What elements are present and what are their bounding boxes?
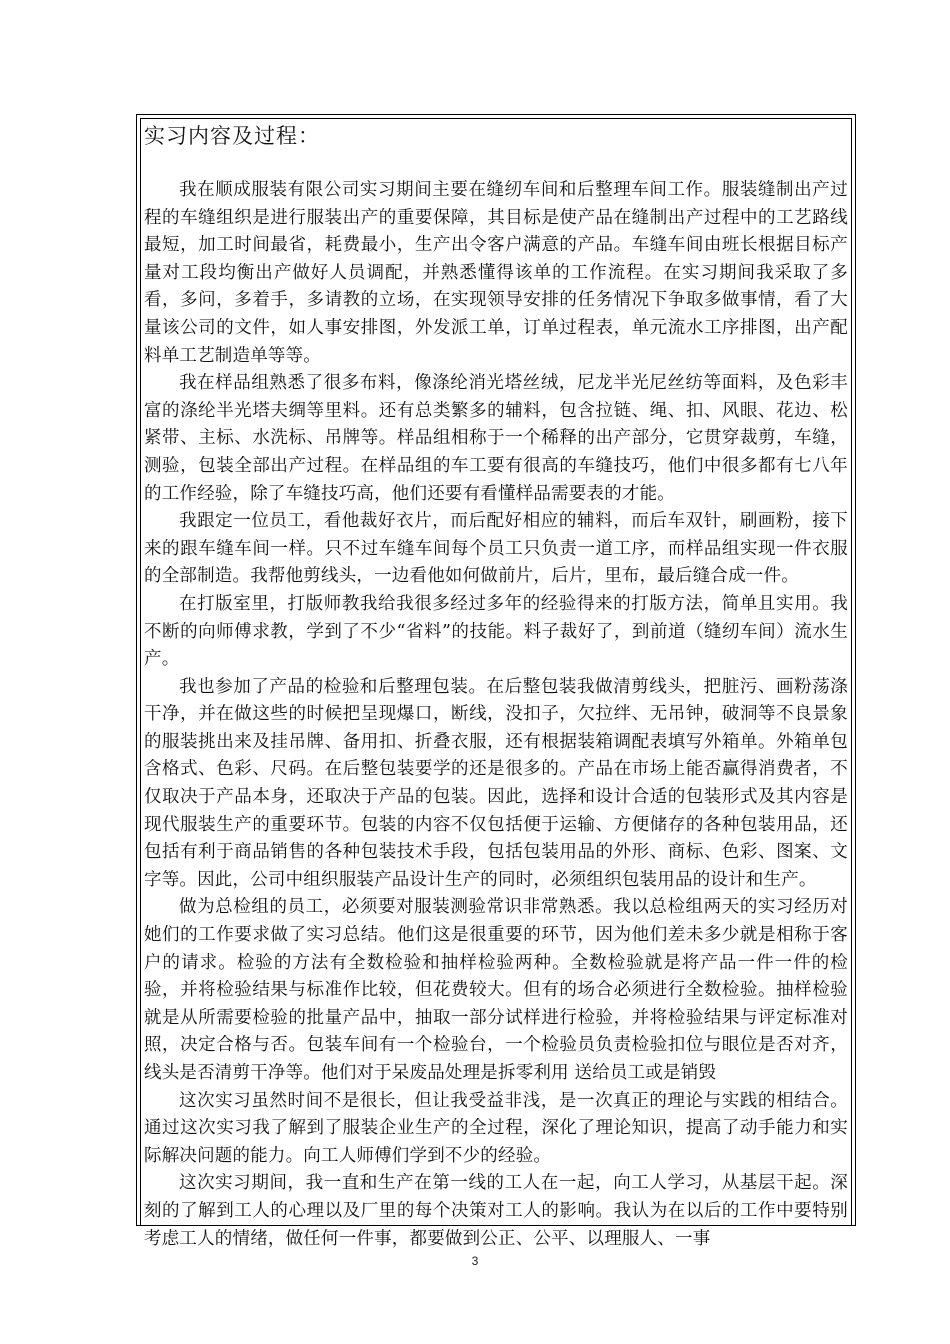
paragraph-packaging: 我也参加了产品的检验和后整理包装。在后整包装我做清剪线头，把脏污、画粉荡涤干净，并在做这些的时候把呈现爆口，断线，没扣子，欠拉绊、无吊钟，破洞等不良景象的服装挑出来及挂吊牌、备用扣、折叠衣服，还有根据装箱调配表填写外箱单。外箱单包含格式、色彩、尺码。在后整包装要学的还是很多的。产品在市场上能否赢得消费者，不仅取决于产品本身，还取决于产品的包装。因此，选择和设计合适的包装形式及其内容是现代服装生产的重要环节。包装的内容不仅包括便于运输、方便储存的各种包装用品，还包括有利于商品销售的各种包装技术手段，包括包装用品的外形、商标、色彩、图案、文字等。因此，公司中组织服装产品设计生产的同时，必须组织包装用品的设计和生产。 (144, 676, 848, 890)
page-number: 3 (471, 1254, 479, 1268)
paragraph-follow-worker: 我跟定一位员工，看他裁好衣片，而后配好相应的辅料，而后车双针，刷画粉，接下来的跟车缝车间一样。只不过车缝车间每个员工只负责一道工序，而样品组实现一件衣服的全部制造。我帮他剪线头，一边看他如何做前片，后片，里布，最后缝合成一件。 (144, 511, 848, 587)
paragraph-inspection: 做为总检组的员工，必须要对服装测验常识非常熟悉。我以总检组两天的实习经历对她们的工作要求做了实习总结。他们这是很重要的环节，因为他们差未多少就是相称于客户的请求。检验的方法有全数检验和抽样检验两种。全数检验就是将产品一件一件的检验，并将检验结果与标准作比较，但花费较大。但有的场合必须进行全数检验。抽样检验就是从所需要检验的批量产品中，抽取一部分试样进行检验，并将检验结果与评定标准对照，决定合格与否。包装车间有一个检验台，一个检验员负责检验扣位与眼位是否对齐，线头是否清剪干净等。他们对于呆废品处理是拆零利用 送给员工或是销毁 (144, 897, 848, 1083)
paragraph-pattern-room: 在打版室里，打版师教我给我很多经过多年的经验得来的打版方法，简单且实用。我不断的向师傅求教，学到了不少“省料”的技能。料子裁好了，到前道（缝纫车间）流水生产。 (144, 593, 848, 670)
paragraph-sample-group: 我在样品组熟悉了很多布料，像涤纶消光塔丝绒，尼龙半光尼丝纺等面料，及色彩丰富的涤纶半光塔夫绸等里料。还有总类繁多的辅料，包含拉链、绳、扣、风眼、花边、松紧带、主标、水洗标、吊牌等。样品组相称于一个稀释的出产部分，它贯穿裁剪，车缝，测验，包装全部出产过程。在样品组的车工要有很高的车缝技巧，他们中很多都有七八年的工作经验，除了车缝技巧高，他们还要有看懂样品需要表的才能。 (144, 373, 848, 504)
paragraph-reflection: 这次实习期间，我一直和生产在第一线的工人在一起，向工人学习，从基层干起。深刻的了解到工人的心理以及厂里的每个决策对工人的影响。我认为在以后的工作中要特别考虑工人的情绪，做任何一件事，都要做到公正、公平、以理服人、一事 (144, 1173, 848, 1249)
paragraph-workshop-intro: 我在顺成服装有限公司实习期间主要在缝纫车间和后整理车间工作。服装缝制出产过程的车缝组织是进行服装出产的重要保障，其目标是使产品在缝制出产过程中的工艺路线最短，加工时间最省，耗费最小，生产出令客户满意的产品。车缝车间由班长根据目标产量对工段均衡出产做好人员调配，并熟悉懂得该单的工作流程。在实习期间我采取了多看，多问，多着手，多请教的立场，在实现领导安排的任务情况下争取多做事情，看了大量该公司的文件，如人事安排图，外发派工单，订单过程表，单元流水工序排图，出产配料单工艺制造单等等。 (144, 180, 848, 366)
body-text (144, 177, 848, 1253)
content-cell (144, 122, 850, 1249)
section-heading: 实习内容及过程： (144, 124, 320, 148)
paragraph-summary: 这次实习虽然时间不是很长，但让我受益非浅，是一次真正的理论与实践的相结合。通过这次实习我了解到了服装企业生产的全过程，深化了理论知识，提高了动手能力和实际解决问题的能力。向工人师傅们学到不少的经验。 (144, 1090, 848, 1166)
